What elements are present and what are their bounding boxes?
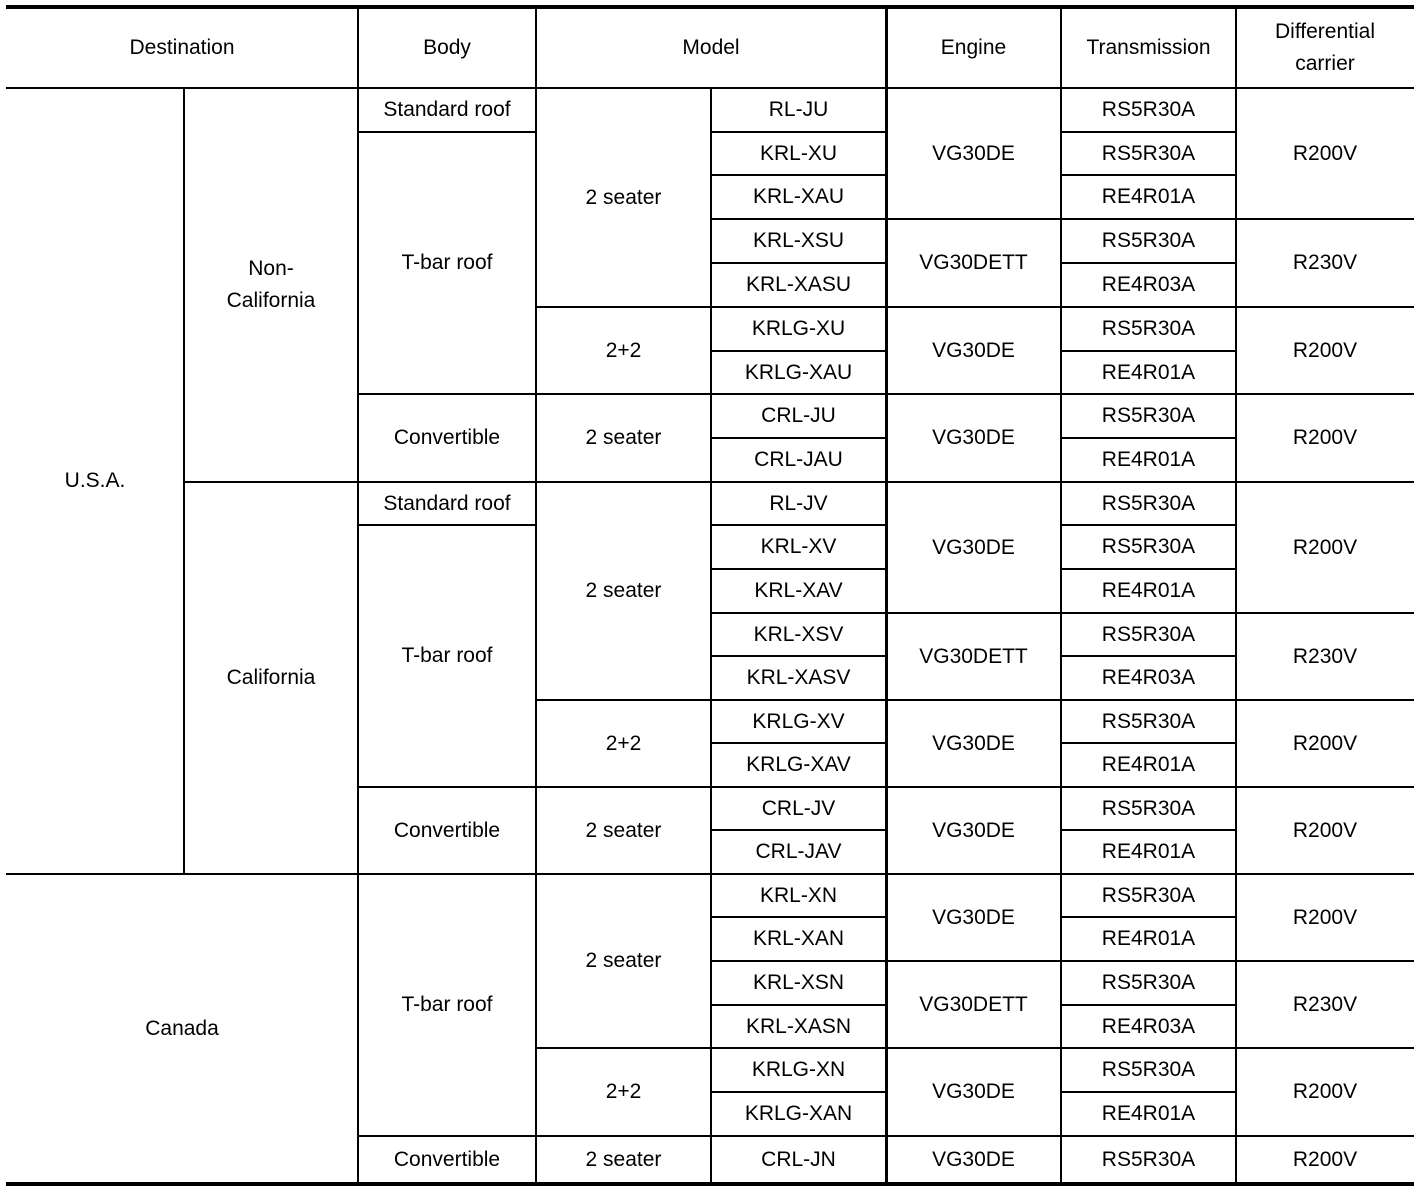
model-cell: KRL-XN (759, 883, 838, 907)
model-cell: KRLG-XN (751, 1058, 846, 1081)
table-rule (711, 699, 886, 701)
differential-cell: R200V (1292, 1148, 1358, 1171)
table-rule (711, 437, 886, 439)
table-rule (1061, 699, 1236, 701)
transmission-cell: RE4R01A (1101, 927, 1196, 950)
differential-cell: R200V (1292, 535, 1358, 559)
table-rule (184, 481, 358, 483)
differential-cell: R230V (1292, 992, 1358, 1016)
transmission-cell: RS5R30A (1101, 971, 1196, 994)
transmission-cell: RS5R30A (1101, 622, 1196, 646)
table-rule (711, 568, 886, 570)
header-differential-carrier: Differential carrier (1275, 19, 1375, 75)
table-rule (1061, 655, 1236, 657)
table-rule (1061, 960, 1236, 962)
engine-cell: VG30DE (932, 338, 1015, 362)
model-cell: KRL-XAN (752, 927, 845, 950)
engine-cell: VG30DE (932, 1148, 1015, 1171)
destination-california: California (226, 666, 316, 689)
table-rule (711, 306, 886, 308)
seating-cell: 2+2 (605, 1080, 642, 1103)
seating-cell: 2+2 (605, 731, 642, 755)
differential-cell: R230V (1292, 644, 1358, 668)
transmission-cell: RS5R30A (1101, 1148, 1196, 1171)
transmission-cell: RS5R30A (1101, 796, 1196, 820)
model-cell: CRL-JAU (754, 448, 843, 471)
differential-cell: R200V (1292, 731, 1358, 755)
transmission-cell: RS5R30A (1101, 1058, 1196, 1081)
table-rule (711, 524, 886, 526)
engine-cell: VG30DE (932, 731, 1015, 755)
destination-canada: Canada (145, 1017, 219, 1040)
transmission-cell: RE4R01A (1101, 840, 1196, 863)
seating-cell: 2 seater (585, 1148, 662, 1171)
table-rule (711, 655, 886, 657)
destination-usa: U.S.A. (64, 469, 126, 492)
transmission-cell: RE4R01A (1101, 360, 1196, 384)
table-rule (711, 174, 886, 176)
body-cell: Convertible (393, 1148, 501, 1171)
table-rule (1061, 218, 1236, 220)
transmission-cell: RE4R03A (1101, 1014, 1196, 1038)
transmission-cell: RE4R01A (1101, 448, 1196, 471)
body-cell: Convertible (393, 818, 501, 842)
table-rule (711, 1004, 886, 1006)
table-rule (1061, 393, 1236, 395)
body-cell: T-bar roof (401, 993, 493, 1016)
table-rule (711, 262, 886, 264)
transmission-cell: RE4R01A (1101, 1102, 1196, 1125)
table-rule (711, 1047, 886, 1049)
table-rule (1061, 1004, 1236, 1006)
transmission-cell: RS5R30A (1101, 883, 1196, 907)
differential-cell: R200V (1292, 338, 1358, 362)
transmission-cell: RS5R30A (1101, 535, 1196, 558)
table-rule (1061, 612, 1236, 614)
model-cell: RL-JU (768, 98, 829, 121)
differential-cell: R200V (1292, 818, 1358, 842)
differential-cell: R200V (1292, 1080, 1358, 1103)
model-cell: KRL-XSV (753, 622, 844, 646)
engine-cell: VG30DE (932, 905, 1015, 929)
engine-cell: VG30DETT (919, 251, 1028, 274)
table-rule (1061, 916, 1236, 918)
table-rule (1061, 174, 1236, 176)
table-rule (711, 1135, 886, 1137)
engine-cell: VG30DE (932, 141, 1015, 165)
differential-cell: R200V (1292, 905, 1358, 929)
differential-cell: R200V (1292, 141, 1358, 165)
transmission-cell: RS5R30A (1101, 317, 1196, 340)
table-rule (711, 350, 886, 352)
body-cell: T-bar roof (401, 644, 493, 667)
table-rule (1061, 350, 1236, 352)
transmission-cell: RS5R30A (1101, 229, 1196, 252)
table-rule (711, 960, 886, 962)
model-cell: CRL-JN (761, 1148, 836, 1171)
transmission-cell: RE4R01A (1101, 185, 1196, 208)
transmission-cell: RE4R01A (1101, 753, 1196, 776)
transmission-cell: RS5R30A (1101, 709, 1196, 733)
seating-cell: 2+2 (605, 338, 642, 362)
engine-cell: VG30DE (932, 426, 1015, 449)
table-rule (711, 131, 886, 133)
table-rule (711, 742, 886, 744)
destination-non-california: Non- California (226, 257, 316, 312)
model-cell: CRL-JV (761, 796, 836, 820)
table-rule (1061, 829, 1236, 831)
table-rule (711, 829, 886, 831)
model-cell: KRL-XASN (745, 1014, 852, 1038)
body-cell: Standard roof (383, 491, 511, 515)
transmission-cell: RS5R30A (1101, 491, 1196, 515)
table-rule (1061, 131, 1236, 133)
model-cell: RL-JV (769, 491, 828, 515)
table-rule (711, 612, 886, 614)
table-rule (1061, 1047, 1236, 1049)
model-cell: KRL-XASU (745, 273, 852, 296)
differential-cell: R200V (1292, 426, 1358, 449)
model-cell: KRL-XAU (752, 185, 845, 208)
table-rule (6, 873, 358, 875)
table-rule (6, 5, 1414, 9)
model-cell: CRL-JU (761, 404, 836, 427)
model-cell: CRL-JAV (755, 840, 842, 863)
header-engine: Engine (940, 35, 1007, 59)
table-rule (1061, 524, 1236, 526)
engine-cell: VG30DE (932, 818, 1015, 842)
table-rule (1061, 306, 1236, 308)
header-model: Model (682, 35, 740, 59)
transmission-cell: RE4R03A (1101, 273, 1196, 296)
model-cell: KRLG-XV (752, 709, 845, 733)
table-rule (1061, 742, 1236, 744)
engine-cell: VG30DE (932, 535, 1015, 559)
transmission-cell: RE4R01A (1101, 579, 1196, 602)
model-cell: KRLG-XU (751, 317, 846, 340)
model-cell: KRL-XSU (752, 229, 845, 252)
model-cell: KRL-XSN (752, 971, 845, 994)
transmission-cell: RS5R30A (1101, 141, 1196, 165)
header-body: Body (423, 35, 471, 59)
table-rule (711, 218, 886, 220)
seating-cell: 2 seater (585, 818, 662, 842)
transmission-cell: RS5R30A (1101, 404, 1196, 427)
seating-cell: 2 seater (585, 426, 662, 449)
body-cell: Convertible (393, 426, 501, 449)
table-rule (711, 393, 886, 395)
table-rule (1061, 1135, 1236, 1137)
header-transmission: Transmission (1086, 35, 1211, 59)
model-cell: KRL-XAV (754, 579, 843, 602)
table-rule (1061, 262, 1236, 264)
transmission-cell: RE4R03A (1101, 666, 1196, 689)
model-cell: KRL-XU (759, 141, 838, 165)
table-rule (711, 786, 886, 788)
model-cell: KRLG-XAN (744, 1102, 853, 1125)
seating-cell: 2 seater (585, 949, 662, 972)
engine-cell: VG30DETT (919, 992, 1028, 1016)
table-rule (1061, 437, 1236, 439)
body-cell: T-bar roof (401, 251, 493, 274)
engine-cell: VG30DE (932, 1080, 1015, 1103)
model-cell: KRLG-XAV (746, 753, 851, 776)
table-rule (1061, 1091, 1236, 1093)
table-rule (1061, 786, 1236, 788)
differential-cell: R230V (1292, 251, 1358, 274)
header-destination: Destination (129, 35, 235, 59)
model-cell: KRL-XASV (746, 666, 851, 689)
engine-cell: VG30DETT (919, 644, 1028, 668)
table-rule (711, 1091, 886, 1093)
table-rule (1061, 568, 1236, 570)
table-rule (711, 916, 886, 918)
seating-cell: 2 seater (585, 185, 662, 209)
body-cell: Standard roof (383, 98, 511, 121)
transmission-cell: RS5R30A (1101, 98, 1196, 121)
seating-cell: 2 seater (585, 579, 662, 602)
model-cell: KRLG-XAU (744, 360, 853, 384)
model-cell: KRL-XV (760, 535, 837, 558)
